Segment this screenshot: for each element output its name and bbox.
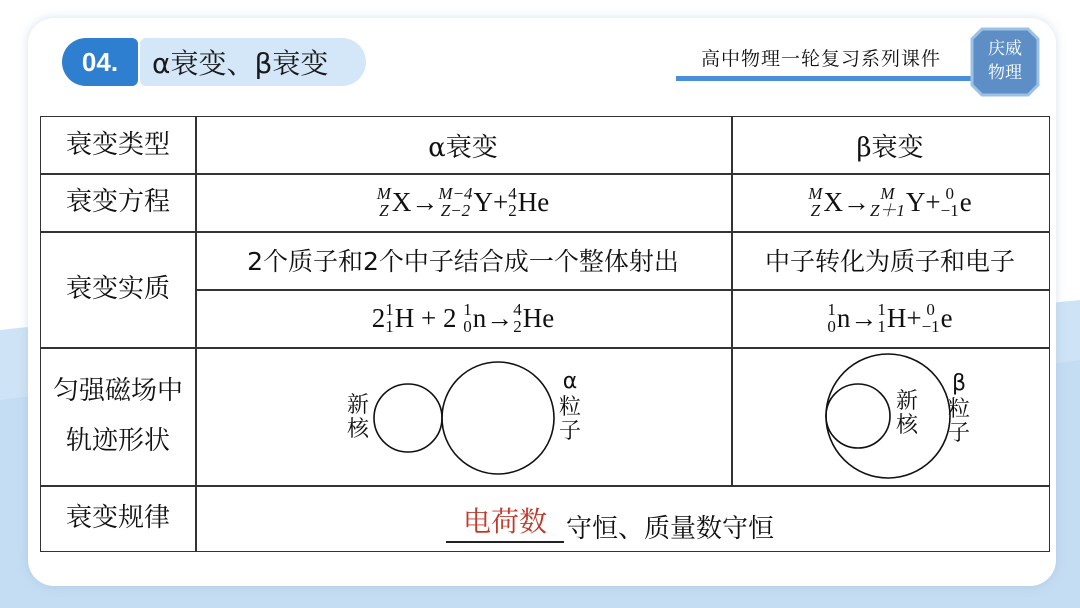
alpha-decay-equation: M Z X → M−4 Z−2 Y+ 4 2 He <box>376 184 550 220</box>
beta-nuclear-equation: 1 0 n→ 1 1 H+ 0 −1 e <box>827 300 953 336</box>
iso-proton: 1 1 <box>877 300 886 336</box>
alpha-particle-label: 粒子 <box>558 395 581 444</box>
beta-particle-symbol: β <box>951 371 967 396</box>
logo-line2: 物理 <box>988 63 1022 83</box>
alpha-nuclear-equation: 2 1 1 H + 2 1 0 n→ 4 2 He <box>371 300 555 336</box>
beta-particle-track <box>826 354 950 478</box>
alpha-particle-symbol: α <box>562 369 578 394</box>
iso-neutron: 1 0 <box>463 300 472 336</box>
series-title: 高中物理一轮复习系列课件 <box>700 48 941 70</box>
iso-parent: M Z <box>808 184 823 220</box>
logo-line1: 庆威 <box>988 39 1022 59</box>
new-nucleus-track <box>374 384 442 452</box>
iso-helium: 4 2 <box>508 184 517 220</box>
label-decay-type: 衰变类型 <box>65 130 170 160</box>
answer-blank-line <box>446 541 564 543</box>
new-nucleus-track <box>826 384 890 448</box>
alpha-decay-header: α衰变 <box>428 132 498 163</box>
alpha-particle-track <box>442 362 554 474</box>
iso-daughter: M Z＋1 <box>869 184 905 220</box>
beta-essence-text: 中子转化为质子和电子 <box>764 247 1015 276</box>
decay-table <box>40 116 1050 552</box>
label-decay-law: 衰变规律 <box>65 503 170 533</box>
alpha-essence-text: 2个质子和2个中子结合成一个整体射出 <box>247 247 679 276</box>
beta-new-nucleus-label: 新核 <box>895 389 918 438</box>
label-decay-equation: 衰变方程 <box>65 187 170 217</box>
iso-electron: 0 −1 <box>921 300 940 336</box>
beta-decay-header: β衰变 <box>856 132 924 163</box>
conservation-rest: 守恒、质量数守恒 <box>566 514 775 544</box>
alpha-track-diagram <box>372 354 572 478</box>
label-decay-essence: 衰变实质 <box>65 274 170 304</box>
iso-electron: 0 −1 <box>940 184 959 220</box>
iso-parent: M Z <box>376 184 391 220</box>
iso-daughter: M−4 Z−2 <box>438 184 473 220</box>
series-underline <box>676 76 976 81</box>
label-track-line2: 轨迹形状 <box>65 426 170 456</box>
iso-helium: 4 2 <box>513 300 522 336</box>
beta-particle-label: 粒子 <box>947 397 970 446</box>
section-title: α衰变、β衰变 <box>140 38 366 86</box>
section-number: 04. <box>62 38 138 86</box>
iso-proton: 1 1 <box>385 300 394 336</box>
label-track-line1: 匀强磁场中 <box>52 376 183 406</box>
alpha-new-nucleus-label: 新核 <box>346 393 369 442</box>
iso-neutron: 1 0 <box>827 300 836 336</box>
beta-track-diagram <box>818 350 958 480</box>
beta-decay-equation: M Z X → M Z＋1 Y+ 0 −1 e <box>808 184 972 220</box>
label-track-shape <box>41 347 195 485</box>
brand-logo-text <box>970 37 1040 85</box>
conservation-answer: 电荷数 <box>462 505 547 538</box>
